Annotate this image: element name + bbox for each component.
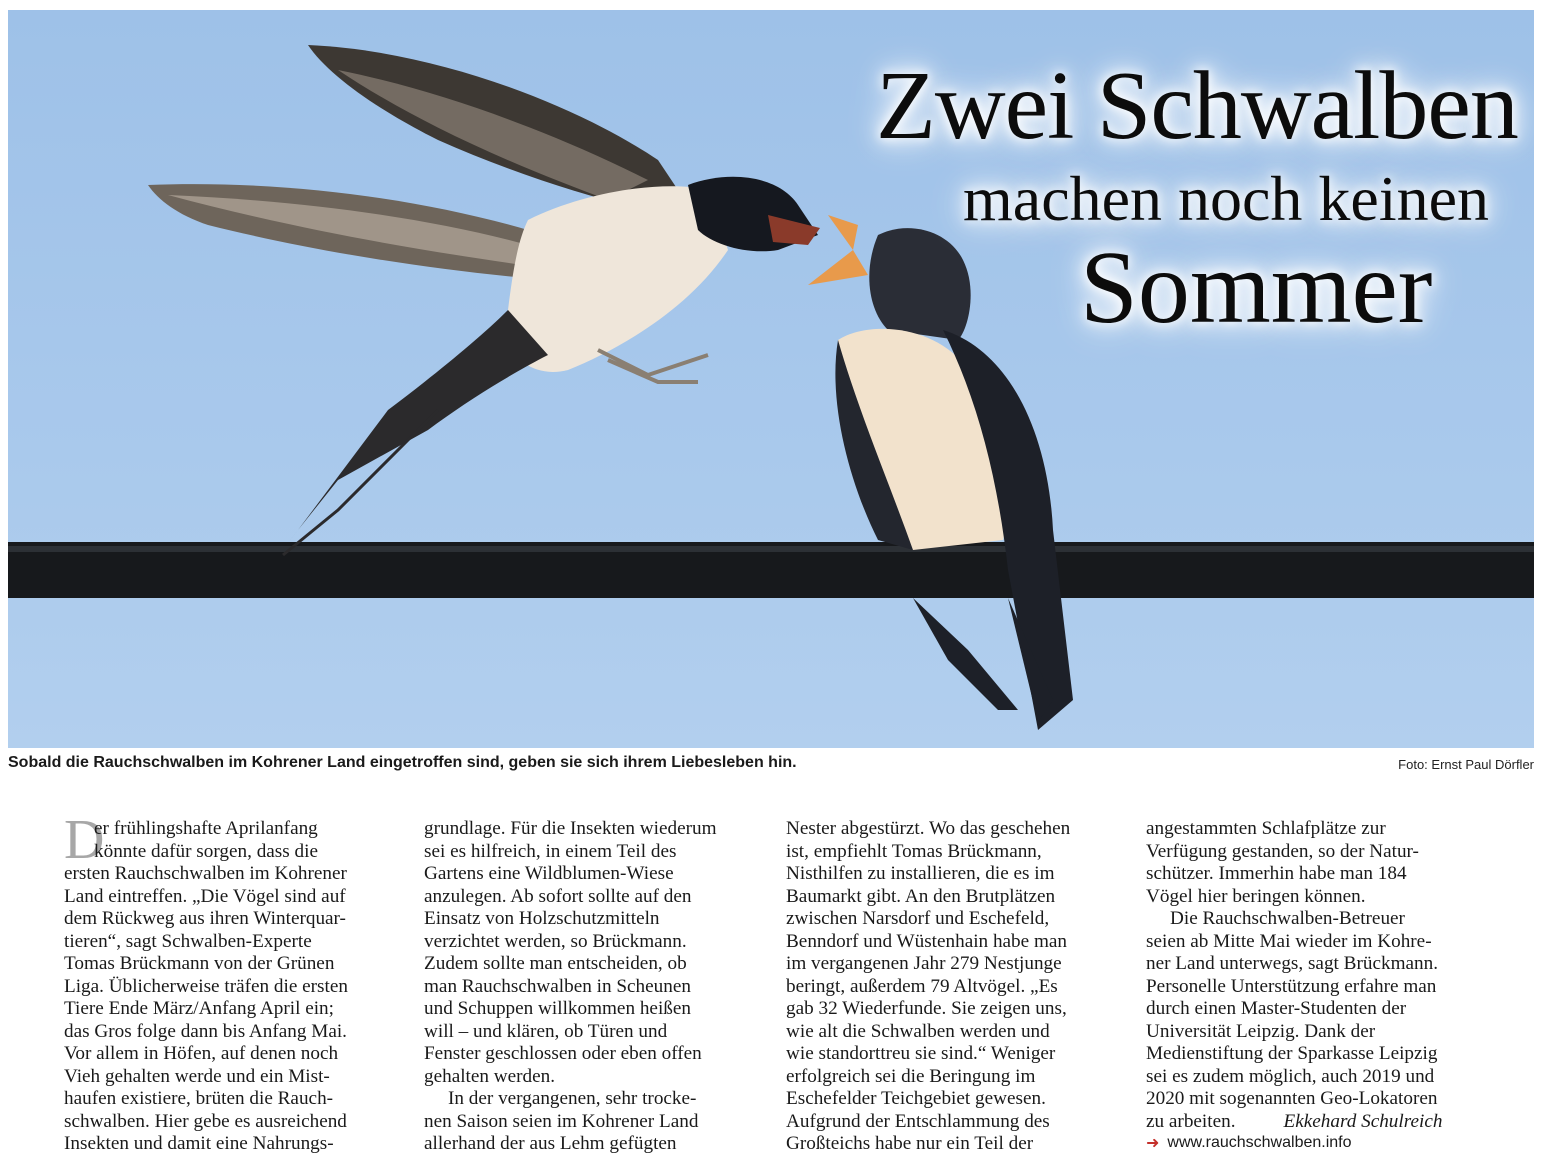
text-line: wie alt die Schwalben werden und [786,1020,1050,1042]
text-line: seien ab Mitte Mai wieder im Kohre- [1146,930,1432,952]
text-line: gehalten werden. [424,1065,556,1087]
text-line: tieren“, sagt Schwalben-Experte [64,930,312,952]
text-line: Benndorf und Wüstenhain habe man [786,930,1067,952]
arrow-right-icon: ➜ [1146,1135,1160,1152]
text-line: er frühlingshafte Aprilanfang [94,818,318,839]
article-column-1 [64,818,404,1156]
text-line: grundlage. Für die Insekten wiederum [424,818,717,839]
text-line: zu arbeiten. [1146,1110,1236,1132]
text-line: Liga. Üblicherweise träfen die ersten [64,975,348,997]
text-line: Universität Leipzig. Dank der [1146,1020,1376,1042]
text-line: In der vergangenen, sehr trocke- [448,1088,697,1109]
text-line: Vögel hier beringen können. [1146,885,1366,907]
photo-caption: Sobald die Rauchschwalben im Kohrener Land eingetroffen sind, geben sie sich ihrem Liebesleben hin. [8,754,797,771]
text-line: könnte dafür sorgen, dass die [94,840,318,862]
flying-bird-tail [278,310,548,555]
text-line: Aufgrund der Entschlammung des [786,1110,1050,1132]
text-line: Baumarkt gibt. An den Brutplätzen [786,885,1056,907]
text-line: Eschefelder Teichgebiet gewesen. [786,1088,1046,1109]
text-line: Vor allem in Höfen, auf denen noch [64,1043,339,1064]
text-line: erfolgreich sei die Beringung im [786,1065,1036,1087]
text-line: Tomas Brückmann von der Grünen [64,953,335,974]
text-line: das Gros folge dann bis Anfang Mai. [64,1020,347,1042]
text-line: dem Rückweg aus ihren Winterquar- [64,908,346,929]
text-line: Großteichs habe nur ein Teil der [786,1133,1034,1154]
photo-credit: Foto: Ernst Paul Dörfler [1398,757,1534,772]
perched-bird-head [869,228,970,340]
text-line: Medienstiftung der Sparkasse Leipzig [1146,1043,1438,1064]
headline-line-3: Sommer [1080,230,1433,345]
text-line: Gartens eine Wildblumen-Wiese [424,863,674,884]
text-line: Die Rauchschwalben-Betreuer [1170,908,1405,929]
text-line: angestammten Schlafplätze zur [1146,818,1386,839]
text-line: Einsatz von Holzschutzmitteln [424,908,660,929]
text-line: haufen existiere, brüten die Rauch- [64,1088,334,1109]
text-line: Land eintreffen. „Die Vögel sind auf [64,885,346,907]
text-line: sei es hilfreich, in einem Teil des [424,840,677,862]
article-column-2 [424,818,764,1156]
text-line: Fenster geschlossen oder eben offen [424,1043,702,1064]
text-line: Verfügung gestanden, so der Natur- [1146,840,1419,862]
text-line: Insekten und damit eine Nahrungs- [64,1133,334,1154]
text-line: ist, empfiehlt Tomas Brückmann, [786,840,1042,862]
website-link[interactable] [1146,1133,1352,1153]
text-line: Tiere Ende März/Anfang April ein; [64,998,334,1019]
article-column-3 [786,818,1126,1156]
text-line: 2020 mit sogenannten Geo-Lokatoren [1146,1088,1438,1109]
text-line: schützer. Immerhin habe man 184 [1146,863,1407,884]
headline-line-1: Zwei Schwalben [876,52,1518,160]
text-line: Nisthilfen zu installieren, die es im [786,863,1055,884]
text-line: sei es zudem möglich, auch 2019 und [1146,1065,1435,1087]
drop-cap: D [64,809,105,871]
text-line: im vergangenen Jahr 279 Nestjunge [786,953,1062,974]
text-line: Vieh gehalten werde und ein Mist- [64,1065,330,1087]
website-url[interactable]: www.rauchschwalben.info [1167,1134,1352,1151]
text-line: nen Saison seien im Kohrener Land [424,1110,699,1132]
text-line: beringt, außerdem 79 Altvögel. „Es [786,975,1058,997]
text-line: gab 32 Wiederfunde. Sie zeigen uns, [786,998,1067,1019]
text-line: allerhand der aus Lehm gefügten [424,1133,677,1154]
text-line: schwalben. Hier gebe es ausreichend [64,1110,347,1132]
text-line: Nester abgestürzt. Wo das geschehen [786,818,1071,839]
text-line: zwischen Narsdorf und Eschefeld, [786,908,1050,929]
text-line: verzichtet werden, so Brückmann. [424,930,687,952]
text-line: wie standorttreu sie sind.“ Weniger [786,1043,1056,1064]
text-line: Personelle Unterstützung erfahre man [1146,975,1437,997]
article-column-4 [1146,818,1486,1133]
article-photo [8,10,1534,748]
text-line: Zudem sollte man entscheiden, ob [424,953,687,974]
text-line: will – und klären, ob Türen und [424,1020,668,1042]
text-line: man Rauchschwalben in Scheunen [424,975,691,997]
author-byline: Ekkehard Schulreich [1283,1110,1443,1132]
text-line-last [1146,1111,1486,1134]
text-line: durch einen Master-Studenten der [1146,998,1407,1019]
text-line: und Schuppen willkommen heißen [424,998,691,1019]
text-line: ner Land unterwegs, sagt Brückmann. [1146,953,1438,974]
text-line: anzulegen. Ab sofort sollte auf den [424,885,692,907]
headline-line-2: machen noch keinen [963,163,1489,234]
text-line: ersten Rauchschwalben im Kohrener [64,863,347,884]
